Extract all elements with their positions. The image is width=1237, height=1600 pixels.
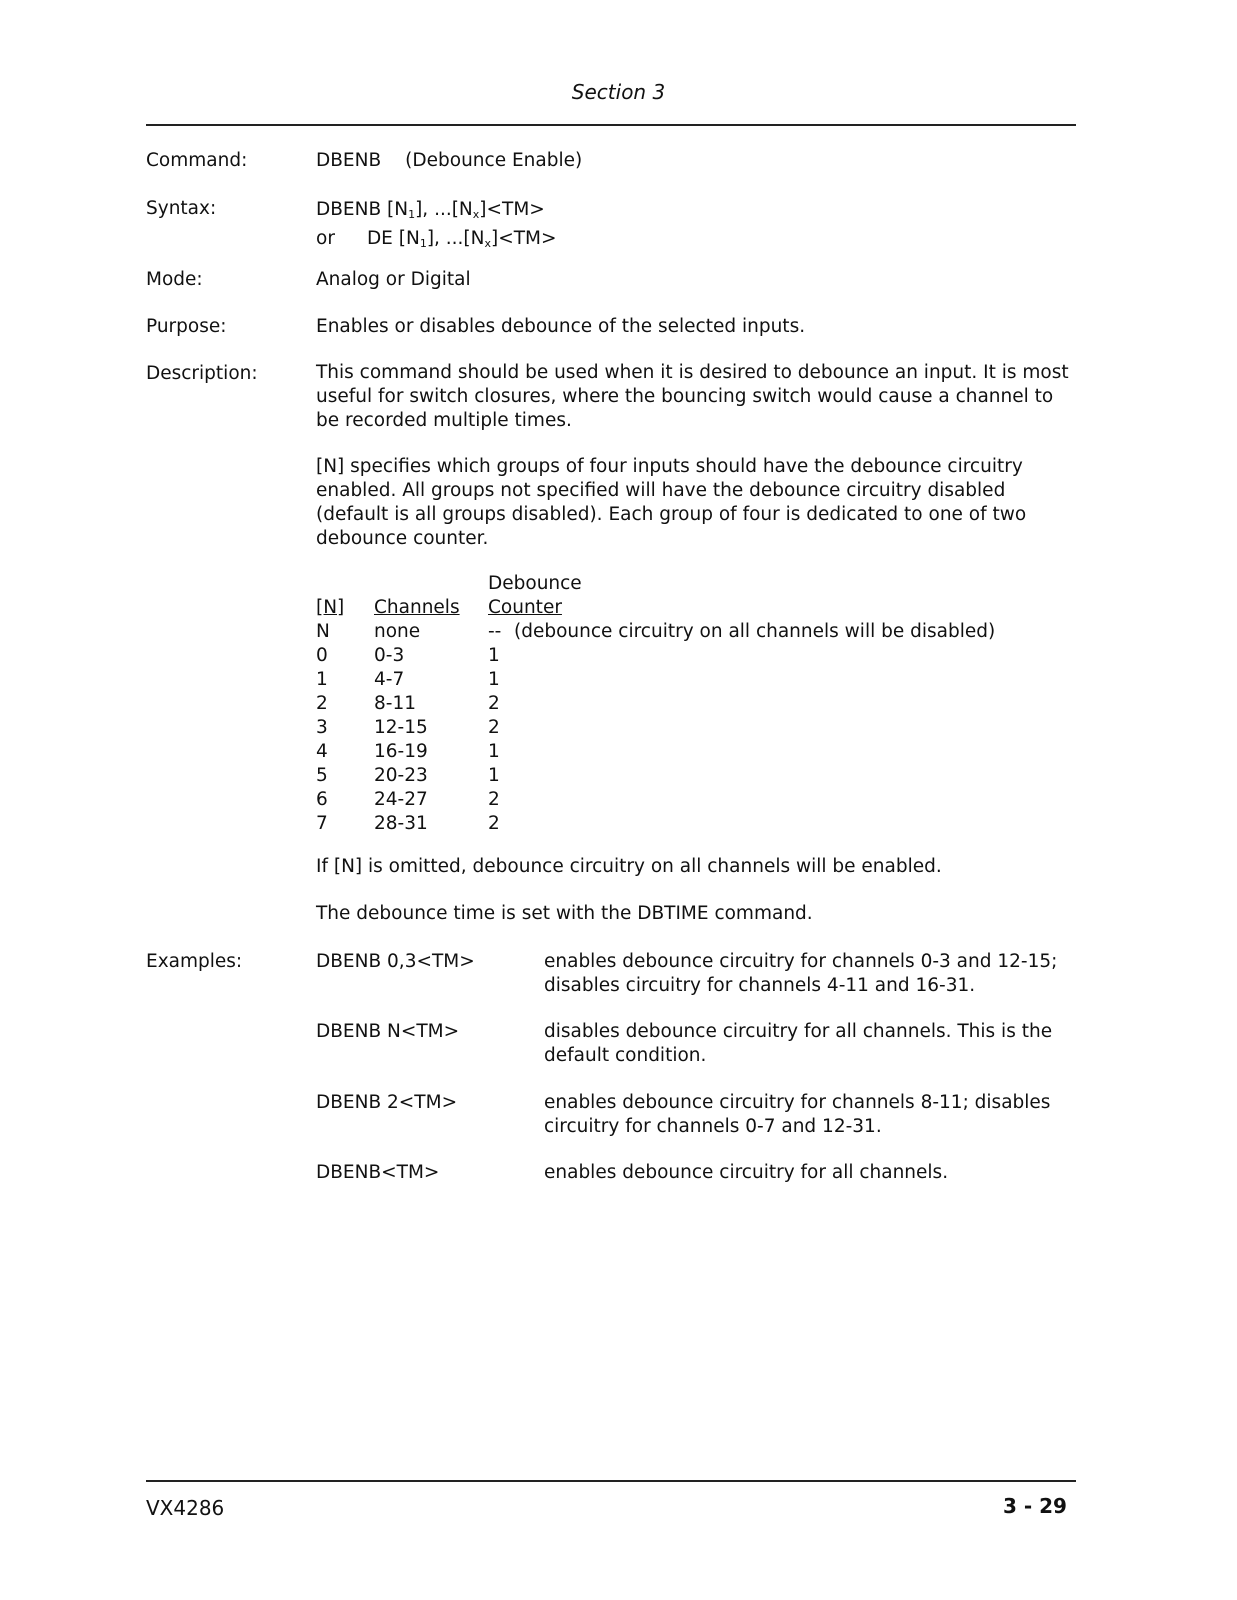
cell-channels: 4-7 [374,669,405,690]
cell-channels: 8-11 [374,693,416,714]
header-debounce: Debounce [488,573,582,594]
purpose-label: Purpose: [146,316,227,337]
description-paragraph-4: The debounce time is set with the DBTIME command. [316,903,813,924]
cell-counter: 1 [488,765,500,786]
cell-counter: 1 [488,669,500,690]
footer-rule [146,1480,1076,1482]
description-label: Description: [146,363,258,384]
syntax-or: or [316,228,335,249]
command-value [316,150,1076,171]
purpose-value: Enables or disables debounce of the selected inputs. [316,316,806,337]
text-line: useful for switch closures, where the bouncing switch would cause a channel to [316,386,1054,407]
header-channels: Channels [374,597,460,618]
header-counter: Counter [488,597,562,618]
mode-label: Mode: [146,269,203,290]
example-description [544,1161,1064,1185]
example-description [544,1020,1064,1068]
cell-channels: 16-19 [374,741,428,762]
mode-value: Analog or Digital [316,269,471,290]
text-line: debounce counter. [316,528,489,549]
cell-channels: 0-3 [374,645,405,666]
cell-n: 5 [316,765,328,786]
description-paragraph-2 [316,455,1076,551]
cell-channels: none [374,621,421,642]
text-line: default condition. [544,1045,707,1066]
syntax-subscript: x [472,208,480,221]
cell-counter: 2 [488,813,500,834]
text-line: enables debounce circuitry for channels 8-11; disables [544,1092,1051,1113]
cell-n: 4 [316,741,328,762]
cell-n: 2 [316,693,328,714]
example-command: DBENB N<TM> [316,1021,460,1042]
cell-counter: 2 [488,789,500,810]
cell-n: 6 [316,789,328,810]
cell-n: 3 [316,717,328,738]
syntax-text: ], ...[N [415,199,473,220]
cell-n: 7 [316,813,328,834]
text-line: This command should be used when it is desired to debounce an input. It is most [316,362,1069,383]
text-line: be recorded multiple times. [316,410,572,431]
cell-counter: -- [488,621,502,642]
text-line: enables debounce circuitry for all channels. [544,1162,949,1183]
syntax-value [316,198,1076,256]
examples-label: Examples: [146,951,243,972]
example-command: DBENB<TM> [316,1162,440,1183]
syntax-text: DE [N [366,228,420,249]
header-rule [146,124,1076,126]
command-name: DBENB [316,150,382,171]
cell-channels: 28-31 [374,813,428,834]
cell-channels: 12-15 [374,717,428,738]
cell-counter: 1 [488,741,500,762]
cell-counter: 1 [488,645,500,666]
example-description [544,950,1064,998]
example-description [544,1091,1064,1139]
cell-note: (debounce circuitry on all channels will be disabled) [514,621,996,642]
cell-counter: 2 [488,717,500,738]
text-line: (default is all groups disabled). Each group of four is dedicated to one of two [316,504,1027,525]
syntax-subscript: 1 [419,237,427,250]
command-label: Command: [146,150,248,171]
syntax-label: Syntax: [146,198,217,219]
cell-n: N [316,621,330,642]
text-line: circuitry for channels 0-7 and 12-31. [544,1116,882,1137]
syntax-line-1 [316,198,1076,227]
text-line: enables debounce circuitry for channels 0-3 and 12-15; [544,951,1058,972]
syntax-subscript: x [484,237,492,250]
cell-n: 0 [316,645,328,666]
description-paragraph-3: If [N] is omitted, debounce circuitry on all channels will be enabled. [316,856,942,877]
syntax-line-2 [316,227,1076,256]
section-header: Section 3 [571,80,666,104]
syntax-text: ]<TM> [479,199,545,220]
syntax-text: ], ...[N [426,228,485,249]
example-command: DBENB 2<TM> [316,1092,458,1113]
page-number: 3 - 29 [1003,1494,1067,1518]
command-fullname: (Debounce Enable) [405,150,583,171]
text-line: disables circuitry for channels 4-11 and 16-31. [544,975,976,996]
cell-n: 1 [316,669,328,690]
cell-channels: 24-27 [374,789,428,810]
syntax-subscript: 1 [408,208,416,221]
syntax-text: DBENB [N [316,199,409,220]
example-command: DBENB 0,3<TM> [316,951,475,972]
cell-channels: 20-23 [374,765,428,786]
cell-counter: 2 [488,693,500,714]
text-line: [N] specifies which groups of four inputs should have the debounce circuitry [316,456,1023,477]
footer-model: VX4286 [146,1496,225,1520]
text-line: disables debounce circuitry for all channels. This is the [544,1021,1053,1042]
syntax-text: ]<TM> [491,228,557,249]
text-line: enabled. All groups not specified will have the debounce circuitry disabled [316,480,1006,501]
header-n: [N] [316,597,345,618]
description-paragraph-1 [316,361,1076,433]
